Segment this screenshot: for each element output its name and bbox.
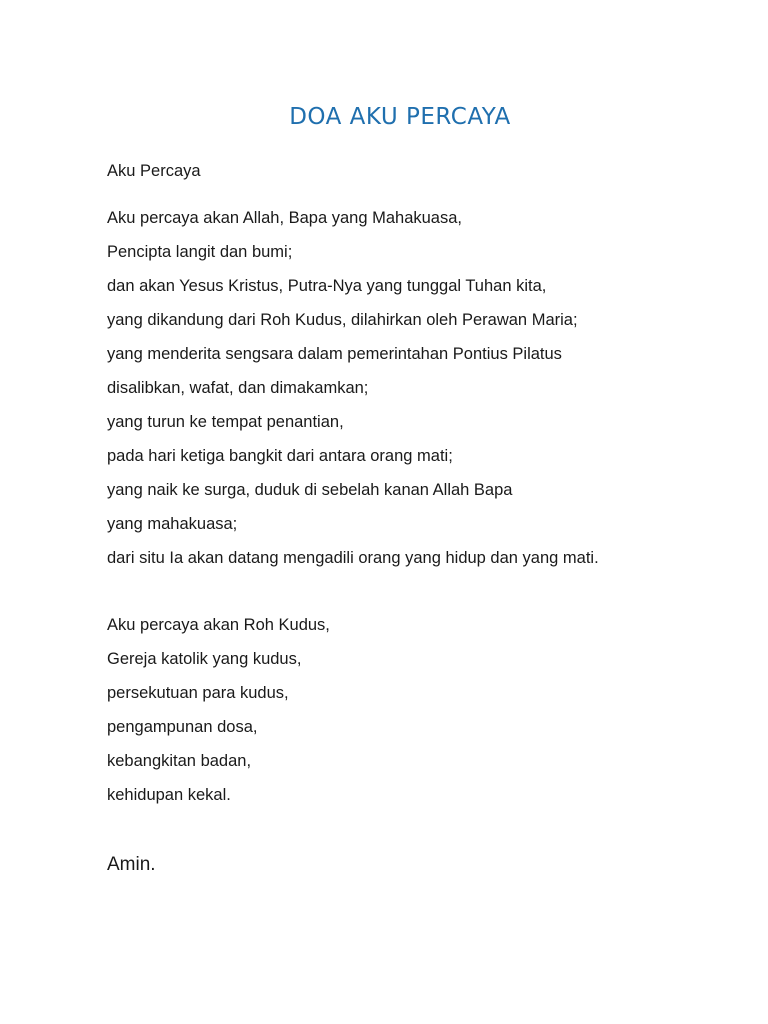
creed-line: Pencipta langit dan bumi; bbox=[107, 243, 293, 261]
prayer-subtitle: Aku Percaya bbox=[107, 162, 201, 180]
creed-line: persekutuan para kudus, bbox=[107, 684, 289, 702]
creed-line: yang dikandung dari Roh Kudus, dilahirkan oleh Perawan Maria; bbox=[107, 311, 578, 329]
prayer-closing: Amin. bbox=[107, 854, 156, 875]
creed-line: dan akan Yesus Kristus, Putra-Nya yang tunggal Tuhan kita, bbox=[107, 277, 547, 295]
document-title: DOA AKU PERCAYA bbox=[289, 104, 511, 130]
creed-line: dari situ Ia akan datang mengadili orang yang hidup dan yang mati. bbox=[107, 549, 599, 567]
creed-stanza-2 bbox=[107, 608, 330, 812]
creed-line: yang mahakuasa; bbox=[107, 515, 238, 533]
creed-stanza-1 bbox=[107, 201, 599, 575]
creed-line: pada hari ketiga bangkit dari antara orang mati; bbox=[107, 447, 453, 465]
creed-line: pengampunan dosa, bbox=[107, 718, 258, 736]
creed-line: kebangkitan badan, bbox=[107, 752, 252, 770]
creed-line: yang menderita sengsara dalam pemerintahan Pontius Pilatus bbox=[107, 345, 562, 363]
creed-line: yang turun ke tempat penantian, bbox=[107, 413, 344, 431]
creed-line: Aku percaya akan Allah, Bapa yang Mahakuasa, bbox=[107, 209, 462, 227]
creed-line: kehidupan kekal. bbox=[107, 786, 231, 804]
creed-line: disalibkan, wafat, dan dimakamkan; bbox=[107, 379, 369, 397]
creed-line: Gereja katolik yang kudus, bbox=[107, 650, 302, 668]
creed-line: yang naik ke surga, duduk di sebelah kanan Allah Bapa bbox=[107, 481, 513, 499]
creed-line: Aku percaya akan Roh Kudus, bbox=[107, 616, 330, 634]
